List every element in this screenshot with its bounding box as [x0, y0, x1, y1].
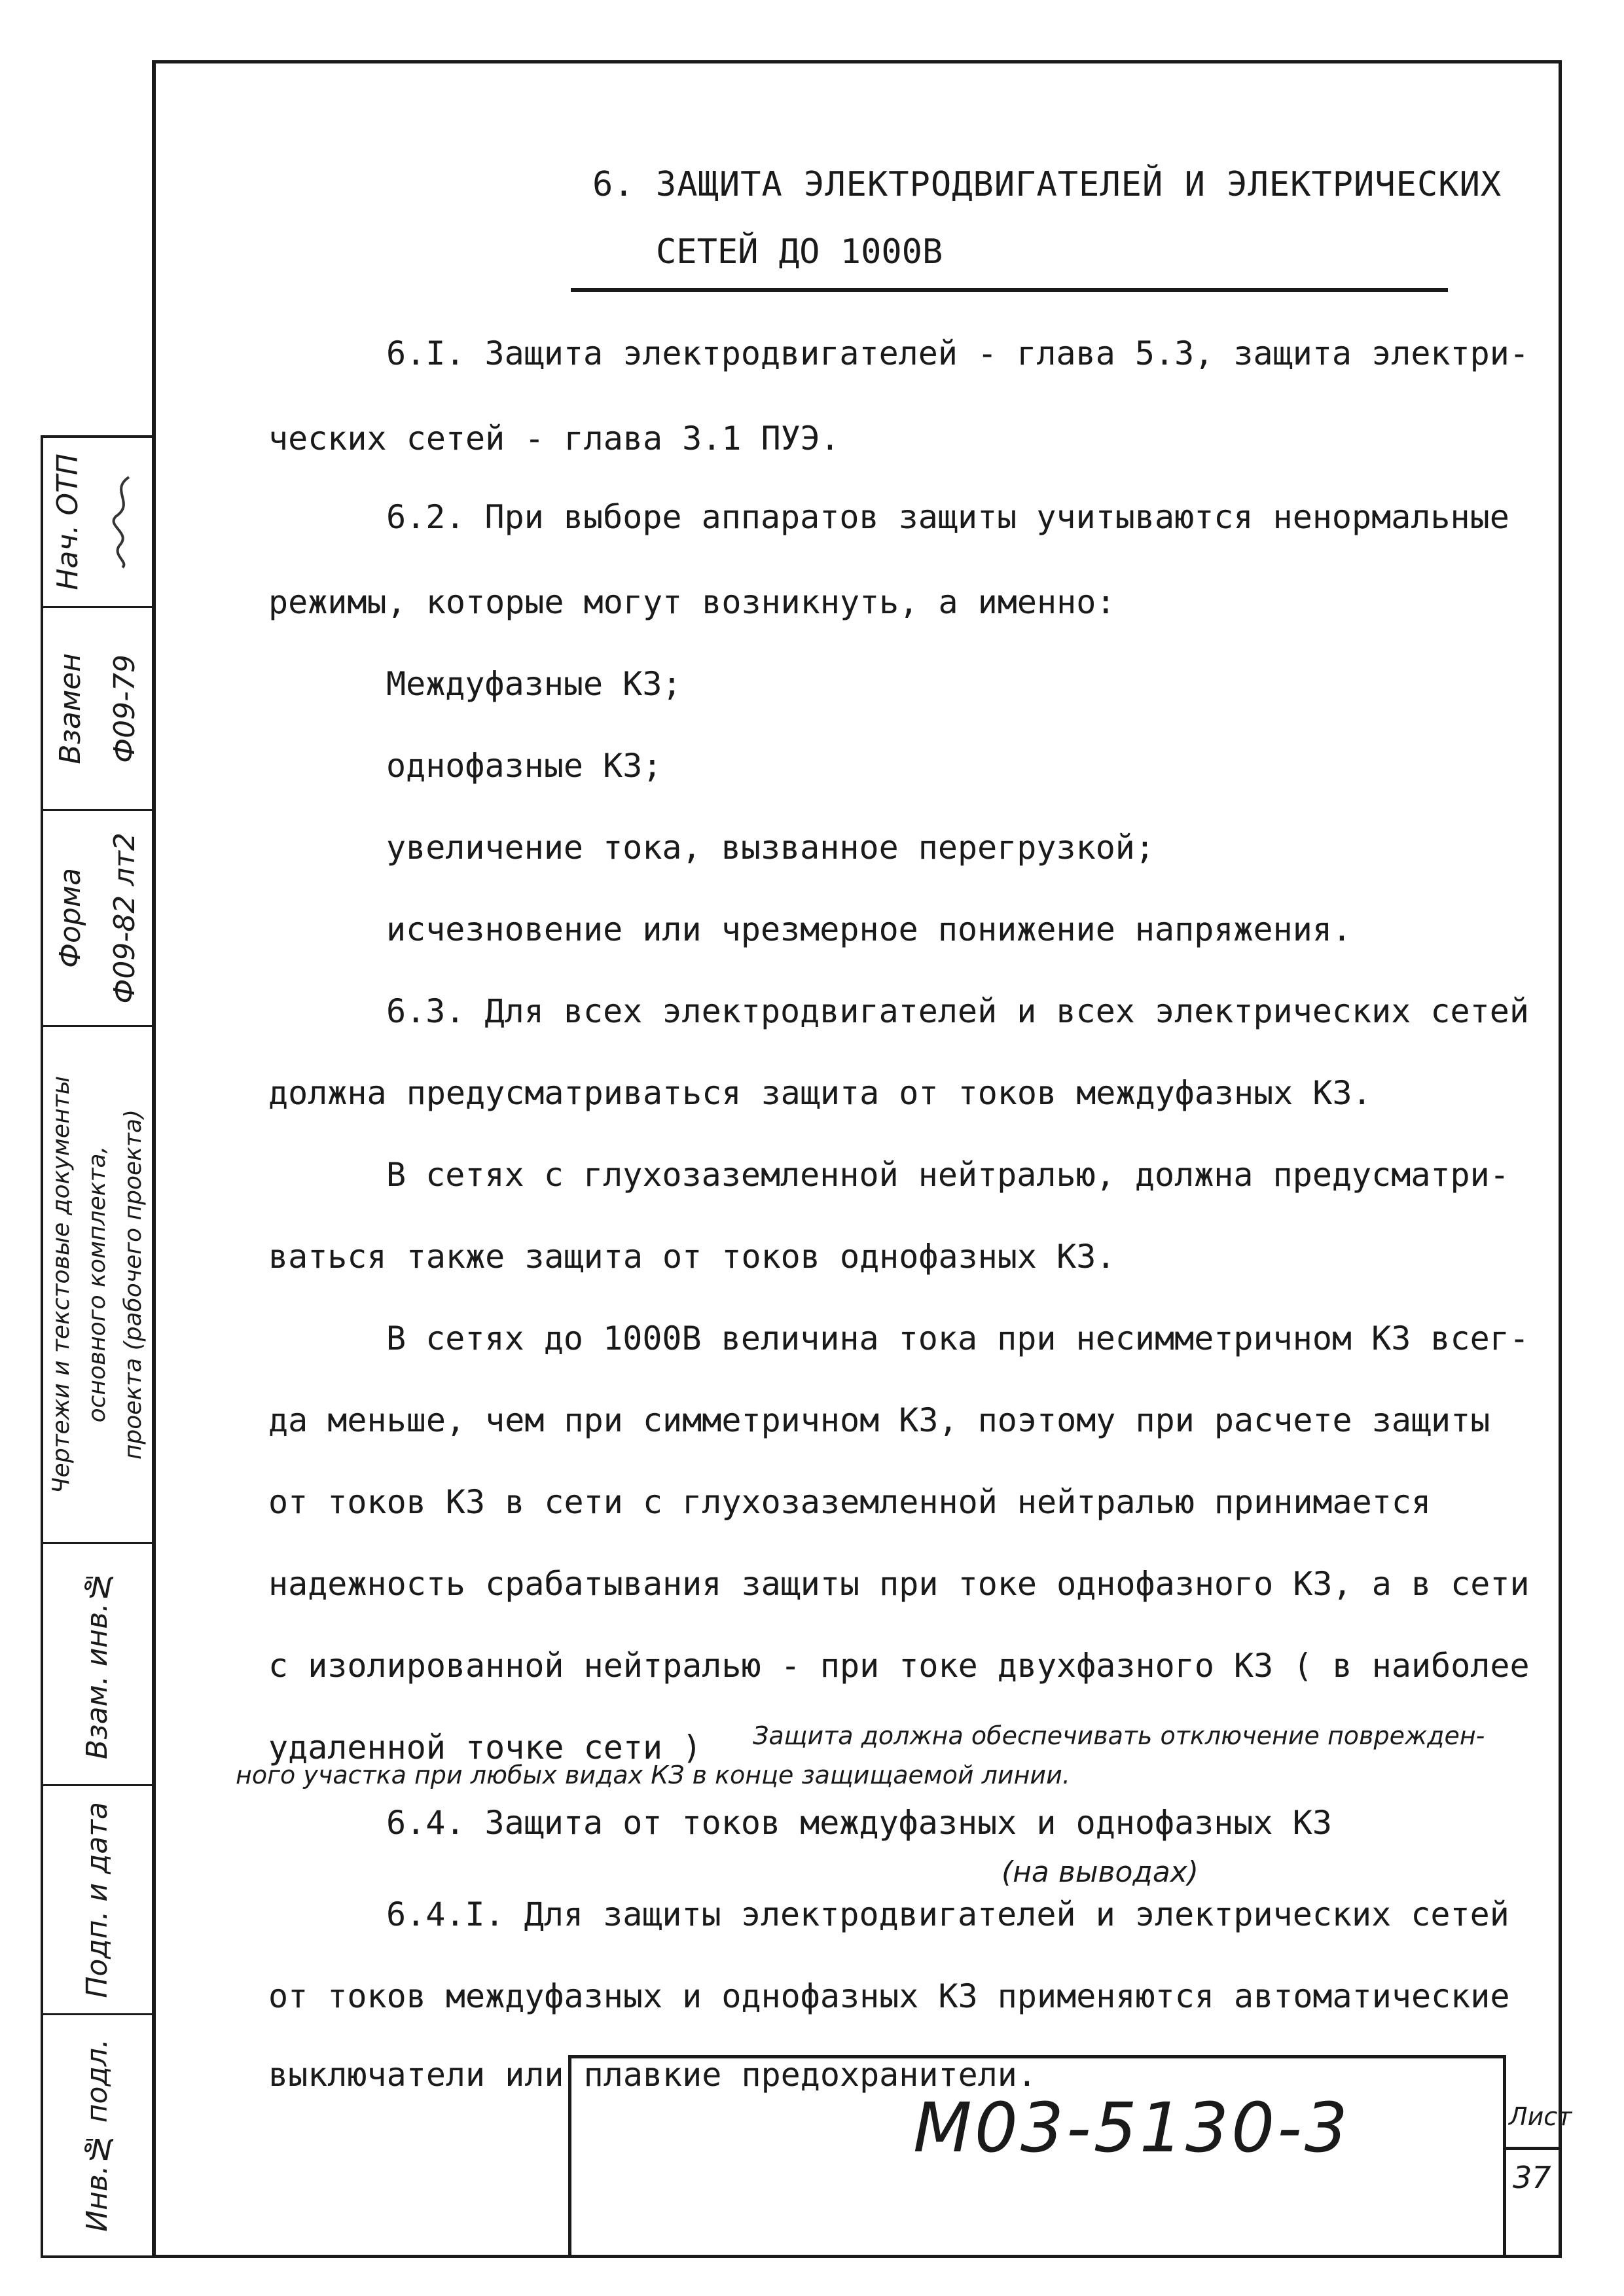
text-line-8: исчезновение или чрезмерное понижение напряжения.: [386, 910, 1352, 948]
handwritten-note-2: ного участка при любых видах КЗ в конце защищаемой линии.: [236, 1761, 1070, 1789]
text-line-9: 6.3. Для всех электродвигателей и всех электрических сетей: [386, 992, 1529, 1030]
handwritten-insert: (на выводах): [1001, 1856, 1199, 1889]
text-line-11: В сетях с глухозаземленной нейтралью, должна предусматри-: [386, 1156, 1509, 1194]
text-line-20: 6.4.I. Для защиты электродвигателей и электрических сетей: [386, 1895, 1509, 1933]
sheet-divider: [1506, 2147, 1562, 2150]
stamp-strip: [41, 435, 152, 2258]
stamp-docs-2: основного комплекта,: [83, 1146, 111, 1423]
text-line-18: удаленной точке сети ): [268, 1729, 702, 1767]
sheet-label: Лист: [1509, 2102, 1572, 2131]
text-line-15: от токов КЗ в сети с глухозаземленной нейтралью принимается: [268, 1483, 1432, 1521]
stamp-forma: Форма: [53, 868, 87, 968]
text-line-21: от токов междуфазных и однофазных КЗ применяются автоматические: [268, 1977, 1510, 2015]
text-line-5: Междуфазные КЗ;: [386, 665, 682, 703]
text-line-13: В сетях до 1000В величина тока при несимметричном КЗ всег-: [386, 1319, 1529, 1357]
stamp-cell-podp-data: [43, 1784, 152, 2013]
text-line-7: увеличение тока, вызванное перегрузкой;: [386, 829, 1155, 867]
stamp-podp-data: Подп. и дата: [81, 1801, 114, 1998]
stamp-cell-docs: [43, 1025, 152, 1542]
signature-icon: [103, 471, 142, 574]
stamp-forma-value: Ф09-82 лт2: [107, 832, 141, 1004]
stamp-vzamen: Взамен: [53, 653, 87, 764]
stamp-cell-nach: [43, 438, 152, 606]
sheet-number: 37: [1513, 2160, 1551, 2195]
text-line-1: 6.I. Защита электродвигателей - глава 5.3, защита электри-: [386, 334, 1529, 372]
stamp-cell-forma: [43, 809, 152, 1025]
stamp-docs-1: Чертежи и текстовые документы: [47, 1075, 75, 1494]
text-line-16: надежность срабатывания защиты при токе однофазного КЗ, а в сети: [268, 1565, 1530, 1603]
handwritten-note-1: Защита должна обеспечивать отключение поврежден-: [753, 1721, 1485, 1750]
stamp-docs-3: проекта (рабочего проекта): [120, 1109, 147, 1460]
text-line-6: однофазные КЗ;: [386, 747, 662, 785]
text-line-14: да меньше, чем при симметричном КЗ, поэтому при расчете защиты: [268, 1401, 1490, 1439]
heading-underline: [571, 288, 1448, 292]
stamp-vzam-inv: Взам. инв.№: [81, 1569, 114, 1759]
stamp-cell-vzam-inv: [43, 1542, 152, 1784]
text-line-22: выключатели или плавкие предохранители.: [268, 2056, 1037, 2094]
text-line-10: должна предусматриваться защита от токов междуфазных КЗ.: [268, 1074, 1372, 1112]
stamp-inv-podl: Инв.№ подл.: [81, 2039, 114, 2232]
text-line-3: 6.2. При выборе аппаратов защиты учитываются ненормальные: [386, 498, 1509, 536]
stamp-vzamen-value: Ф09-79: [107, 654, 141, 763]
text-line-19: 6.4. Защита от токов междуфазных и однофазных КЗ: [386, 1804, 1332, 1842]
text-line-12: ваться также защита от токов однофазных КЗ.: [268, 1238, 1116, 1276]
sheet-box: [1503, 2055, 1572, 2258]
text-line-17: с изолированной нейтралью - при токе двухфазного КЗ ( в наиболее: [268, 1647, 1530, 1685]
text-line-4: режимы, которые могут возникнуть, а именно:: [268, 583, 1116, 621]
document-code: М03-5130-3: [913, 2088, 1350, 2168]
stamp-cell-inv-podl: [43, 2013, 152, 2255]
text-line-2: ческих сетей - глава 3.1 ПУЭ.: [268, 420, 840, 457]
heading-line-1: 6. ЗАЩИТА ЭЛЕКТРОДВИГАТЕЛЕЙ И ЭЛЕКТРИЧЕСКИХ: [592, 165, 1502, 204]
stamp-cell-vzamen: [43, 606, 152, 809]
stamp-nach: Нач. ОТП: [50, 454, 84, 590]
heading-line-2: СЕТЕЙ ДО 1000В: [656, 232, 943, 272]
